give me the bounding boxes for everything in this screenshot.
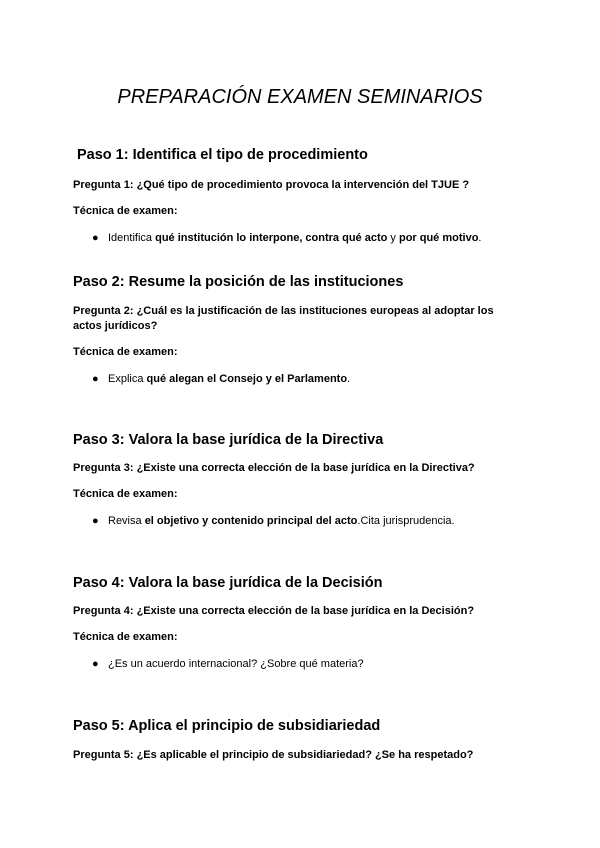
step-2-heading: Paso 2: Resume la posición de las instituciones: [73, 274, 404, 290]
step-2-bullet-part-2: qué alegan el Consejo y el Parlamento: [146, 373, 348, 385]
step-2-bullet-part-1: Explica: [108, 373, 147, 385]
step-1-technique-label: Técnica de examen:: [73, 205, 178, 217]
step-2-question: Pregunta 2: ¿Cuál es la justificación de las instituciones europeas al adoptar los actos jurídicos?: [73, 305, 494, 332]
step-3-heading: Paso 3: Valora la base jurídica de la Directiva: [73, 432, 384, 448]
step-1-heading: Paso 1: Identifica el tipo de procedimiento: [77, 147, 368, 163]
step-2-bullet-part-3: .: [347, 373, 351, 385]
step-3-bullet-part-2: el objetivo y contenido principal del acto: [144, 515, 358, 527]
step-1-bullet: [92, 232, 481, 244]
step-2-technique-label: Técnica de examen:: [73, 346, 178, 358]
step-1-bullet-part-3: y: [387, 232, 399, 244]
step-3-bullet: [92, 515, 455, 527]
step-4-bullet-part-1: ¿Es un acuerdo internacional? ¿Sobre qué materia?: [108, 658, 364, 670]
step-4-question: Pregunta 4: ¿Existe una correcta elección de la base jurídica en la Decisión?: [73, 605, 475, 617]
bullet-icon: ●: [92, 515, 99, 527]
step-3-bullet-part-1: Revisa: [108, 515, 145, 527]
step-1-bullet-part-4: por qué motivo: [398, 232, 479, 244]
bullet-icon: ●: [92, 658, 99, 670]
step-1-bullet-part-2: qué institución lo interpone, contra qué acto: [155, 232, 388, 244]
document-title: PREPARACIÓN EXAMEN SEMINARIOS: [117, 86, 483, 108]
step-2-bullet: [92, 373, 350, 385]
step-1-bullet-part-1: Identifica: [108, 232, 156, 244]
bullet-icon: ●: [92, 373, 99, 385]
step-1-question: Pregunta 1: ¿Qué tipo de procedimiento provoca la intervención del TJUE ?: [73, 179, 470, 191]
step-5-question: Pregunta 5: ¿Es aplicable el principio de subsidiariedad? ¿Se ha respetado?: [73, 749, 474, 761]
bullet-icon: ●: [92, 232, 99, 244]
step-5-heading: Paso 5: Aplica el principio de subsidiariedad: [73, 718, 381, 734]
step-4-heading: Paso 4: Valora la base jurídica de la Decisión: [73, 575, 383, 591]
step-3-bullet-part-3: .Cita jurisprudencia.: [357, 515, 455, 527]
step-4-bullet: [92, 658, 364, 670]
step-4-technique-label: Técnica de examen:: [73, 631, 178, 643]
step-3-question: Pregunta 3: ¿Existe una correcta elección de la base jurídica en la Directiva?: [73, 462, 475, 474]
step-1-bullet-part-5: .: [478, 232, 482, 244]
step-3-technique-label: Técnica de examen:: [73, 488, 178, 500]
